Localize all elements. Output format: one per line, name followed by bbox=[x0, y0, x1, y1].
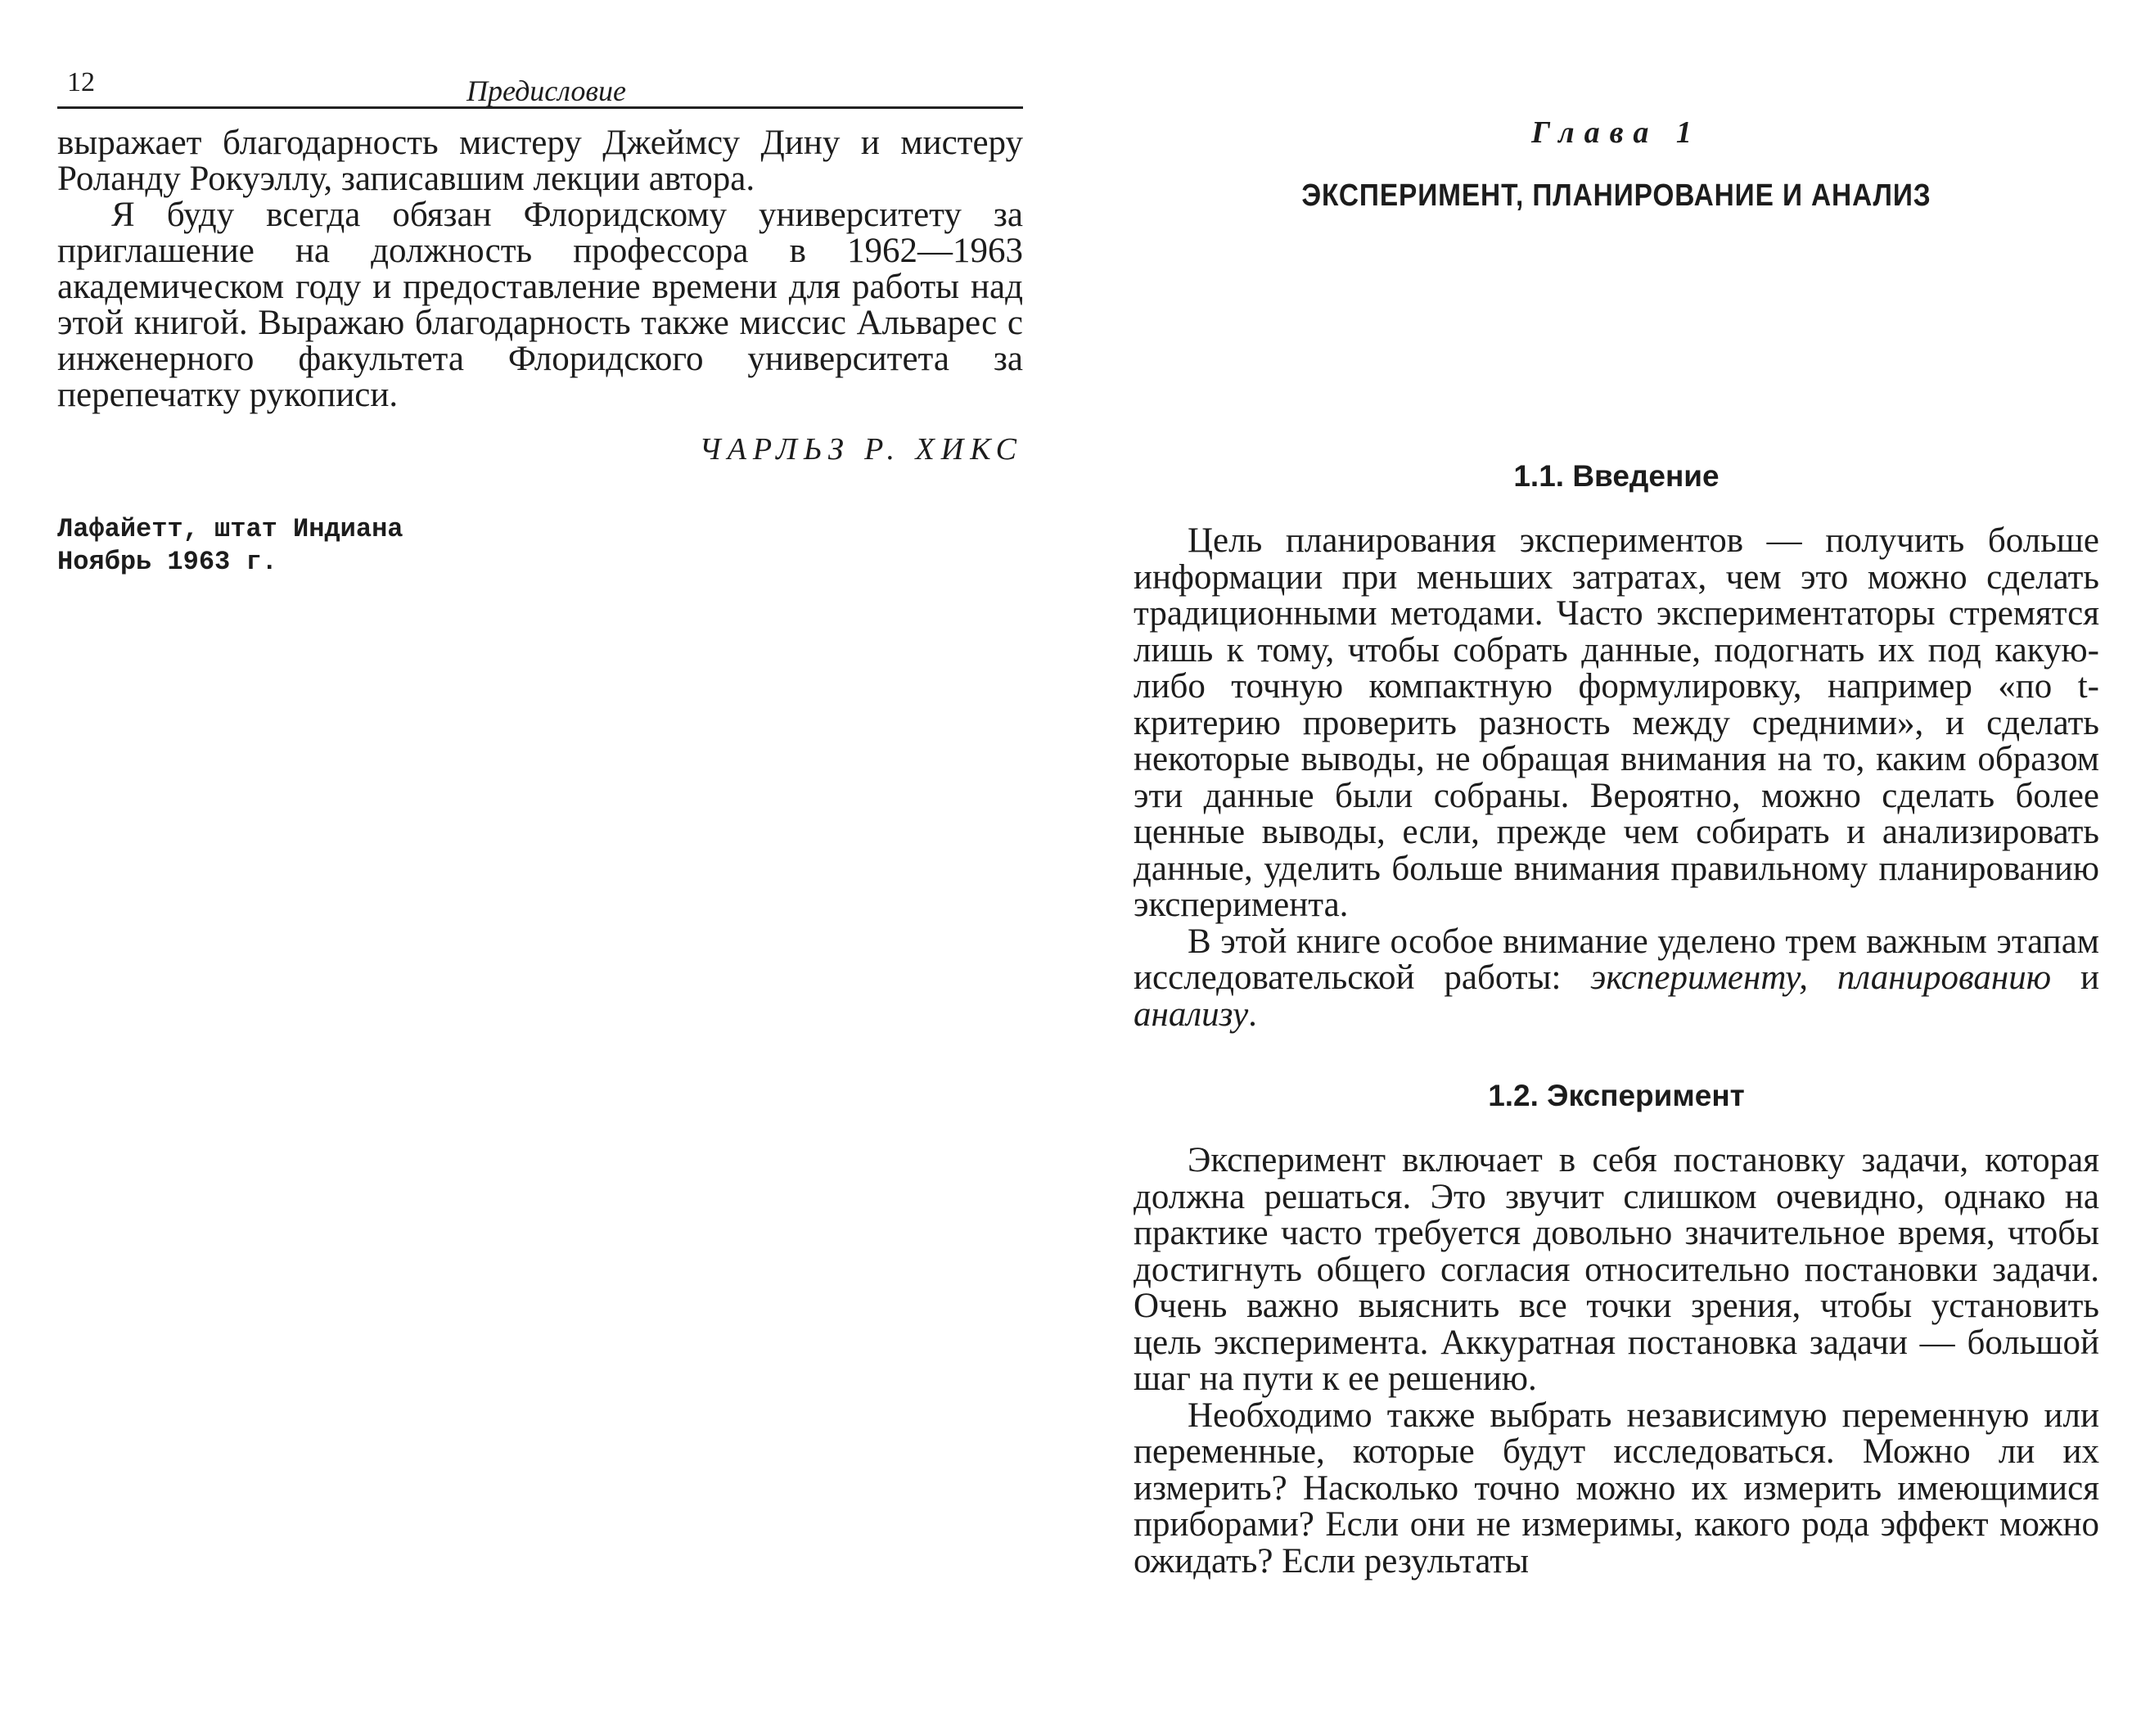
emphasis-text: эксперименту, планированию bbox=[1590, 958, 2052, 997]
preface-paragraph: выражает благодарность мистеру Джеймсу Дину и мистеру Роланду Рокуэллу, записавшим лекции автора. bbox=[57, 124, 1023, 198]
body-paragraph: Необходимо также выбрать независимую переменную или переменные, которые будут исследоваться. Можно ли их измерить? Насколько точно можно их измерить имеющимися приборами? Если они не измеримы, какого рода эффект можно ожидать? Если результаты bbox=[1134, 1396, 2099, 1580]
section-body-introduction bbox=[1134, 523, 2099, 1033]
preface-paragraph: Я буду всегда обязан Флоридскому университету за приглашение на должность профессора в 1962—1963 академическом году и предоставление времени для работы над этой книгой. Выражаю благодарность также миссис Альварес с инженерного факультета Флоридского университета за перепечатку рукописи. bbox=[57, 196, 1023, 414]
section-body-experiment bbox=[1134, 1143, 2099, 1580]
place: Лафайетт, штат Индиана bbox=[57, 514, 403, 544]
chapter-title: ЭКСПЕРИМЕНТ, ПЛАНИРОВАНИЕ И АНАЛИЗ bbox=[1301, 178, 1931, 213]
text-run: и bbox=[2051, 958, 2099, 997]
date: Ноябрь 1963 г. bbox=[57, 547, 277, 577]
text-run: . bbox=[1248, 994, 1257, 1034]
body-paragraph: Эксперимент включает в себя постановку задачи, которая должна решаться. Это звучит слишком очевидно, однако на практике часто требуется довольно значительное время, чтобы достигнуть общего согласия относительно постановки задачи. Очень важно выяснить все точки зрения, чтобы установить цель эксперимента. Аккуратная постановка задачи — большой шаг на пути к ее решению. bbox=[1134, 1141, 2099, 1398]
text-run: В этой книге особое внимание уделено трем важным этапам исследовательской работы: bbox=[1134, 922, 2099, 997]
running-title: Предисловие bbox=[467, 74, 627, 107]
author-signature: ЧАРЛЬЗ Р. ХИКС bbox=[699, 432, 1023, 467]
page-number: 12 bbox=[67, 67, 95, 97]
body-paragraph bbox=[1134, 924, 2099, 1034]
chapter-label: Глава 1 bbox=[1531, 115, 1702, 150]
body-paragraph: Цель планирования экспериментов — получить больше информации при меньших затратах, чем это можно сделать традиционными методами. Часто экспериментаторы стремятся лишь к тому, чтобы собрать данные, подогнать их под какую-либо точную компактную формулировку, например «по t-критерию проверить разность между средними», и сделать некоторые выводы, не обращая внимания на то, каким образом эти данные были собраны. Вероятно, можно сделать более ценные выводы, если, прежде чем собирать и анализировать данные, уделить больше внимания правильному планированию эксперимента. bbox=[1134, 521, 2099, 924]
section-heading-experiment: 1.2. Эксперимент bbox=[1488, 1079, 1745, 1112]
section-heading-introduction: 1.1. Введение bbox=[1513, 459, 1720, 493]
preface-text bbox=[57, 125, 1023, 413]
left-page bbox=[57, 49, 1023, 579]
place-date-block bbox=[57, 513, 1023, 579]
emphasis-text: анализу bbox=[1134, 994, 1249, 1034]
running-head bbox=[57, 49, 1023, 109]
right-page bbox=[1134, 115, 2099, 1580]
